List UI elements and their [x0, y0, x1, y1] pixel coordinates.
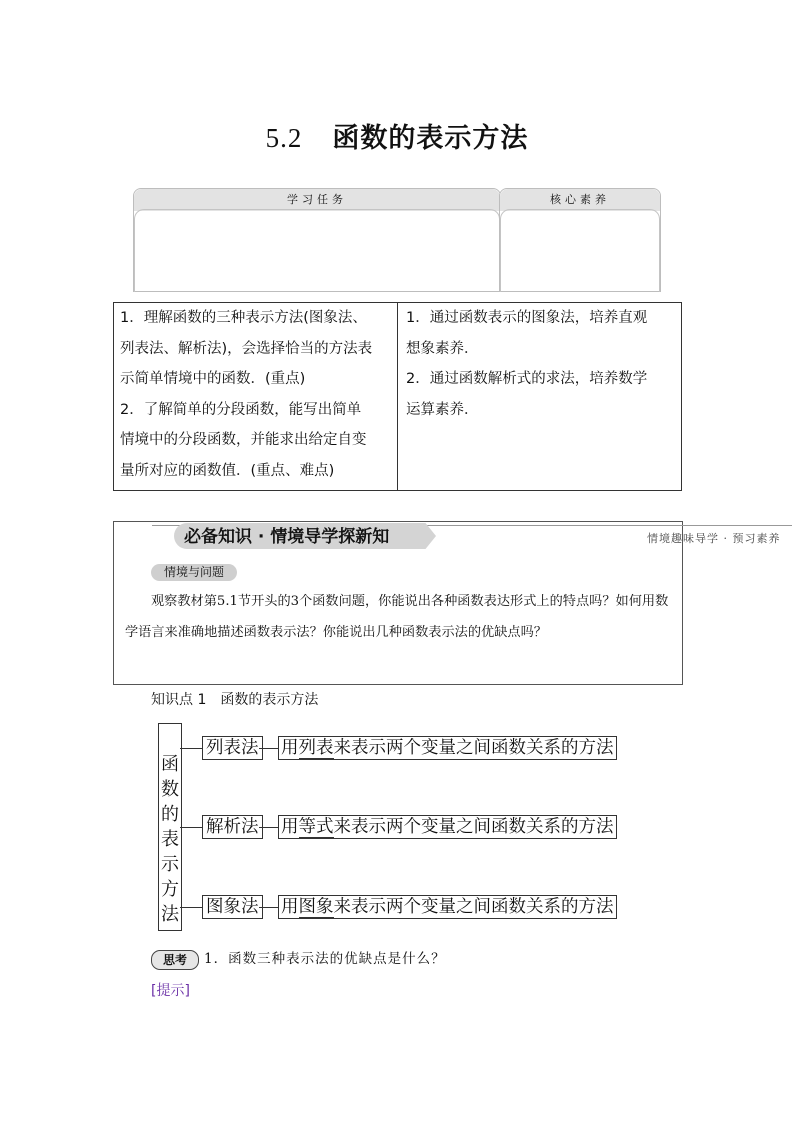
table-divider [397, 303, 398, 490]
desc-post: 来表示两个变量之间函数关系的方法 [333, 738, 614, 758]
scene-text: 观察教材第5.1节开头的3个函数问题，你能说出各种函数表达形式上的特点吗？如何用数学语言来准确地描述函数表示法？你能说出几种函数表示法的优缺点吗？ [125, 594, 669, 640]
branch-description [278, 815, 617, 839]
literacy-tab-label: 核心素养 [500, 189, 660, 211]
branch-label: 列表法 [202, 736, 263, 760]
task-line: 列表法、解析法)，会选择恰当的方法表 [120, 340, 373, 357]
connector [180, 907, 202, 908]
task-line: 示简单情境中的函数．(重点) [120, 371, 306, 387]
connector [259, 748, 279, 749]
task-line: 2．了解简单的分段函数，能写出简单 [120, 401, 362, 418]
diagram-root-box [158, 723, 182, 931]
think-tag: 思考 [151, 950, 199, 970]
task-tab-frame [134, 209, 500, 292]
literacy-line: 2．通过函数解析式的求法，培养数学 [406, 371, 648, 387]
scene-tag: 情境与问题 [151, 564, 237, 581]
connector [259, 827, 279, 828]
literacy-line: 想象素养． [406, 340, 479, 357]
literacy-right-column [406, 303, 678, 490]
desc-pre: 用 [281, 817, 299, 837]
section-title-text: 函数的表示方法 [332, 123, 529, 154]
diagram-root-label: 函数的表示方法 [161, 754, 179, 925]
desc-key: 图象 [298, 897, 334, 917]
connector [259, 907, 279, 908]
desc-pre: 用 [281, 738, 299, 758]
connector [180, 827, 202, 828]
hint-link[interactable]: [提示] [151, 983, 190, 999]
task-line: 1．理解函数的三种表示方法(图象法、 [120, 310, 367, 326]
branch-label: 图象法 [202, 895, 263, 919]
branch-description [278, 736, 617, 760]
branch-label: 解析法 [202, 815, 263, 839]
task-left-column [120, 303, 398, 490]
desc-post: 来表示两个变量之间函数关系的方法 [333, 897, 614, 917]
literacy-tab-right [499, 188, 661, 292]
page-title [0, 116, 794, 155]
task-tab-left [133, 188, 501, 292]
section-heading: 必备知识 · 情境导学探新知 [184, 527, 390, 547]
section-number: 5.2 [265, 123, 303, 153]
desc-pre: 用 [281, 897, 299, 917]
branch-description [278, 895, 617, 919]
literacy-line: 1．通过函数表示的图象法，培养直观 [406, 310, 648, 326]
think-question: 1．函数三种表示法的优缺点是什么？ [204, 951, 446, 967]
knowledge-point-title: 函数的表示方法 [220, 692, 319, 708]
knowledge-point-label: 知识点 1 [151, 692, 207, 708]
task-line: 量所对应的函数值．(重点、难点) [120, 462, 335, 479]
desc-key: 列表 [298, 738, 334, 758]
desc-post: 来表示两个变量之间函数关系的方法 [333, 817, 614, 837]
literacy-line: 运算素养． [406, 401, 479, 418]
desc-key: 等式 [298, 817, 334, 837]
representation-diagram [150, 720, 620, 936]
task-line: 情境中的分段函数，并能求出给定自变 [120, 432, 367, 448]
task-tab-label: 学习任务 [134, 189, 500, 211]
literacy-tab-frame [500, 209, 660, 292]
task-table [113, 302, 682, 491]
connector [180, 748, 202, 749]
section-subheading: 情境趣味导学 · 预习素养 [647, 532, 781, 545]
knowledge-point-heading [151, 689, 332, 709]
